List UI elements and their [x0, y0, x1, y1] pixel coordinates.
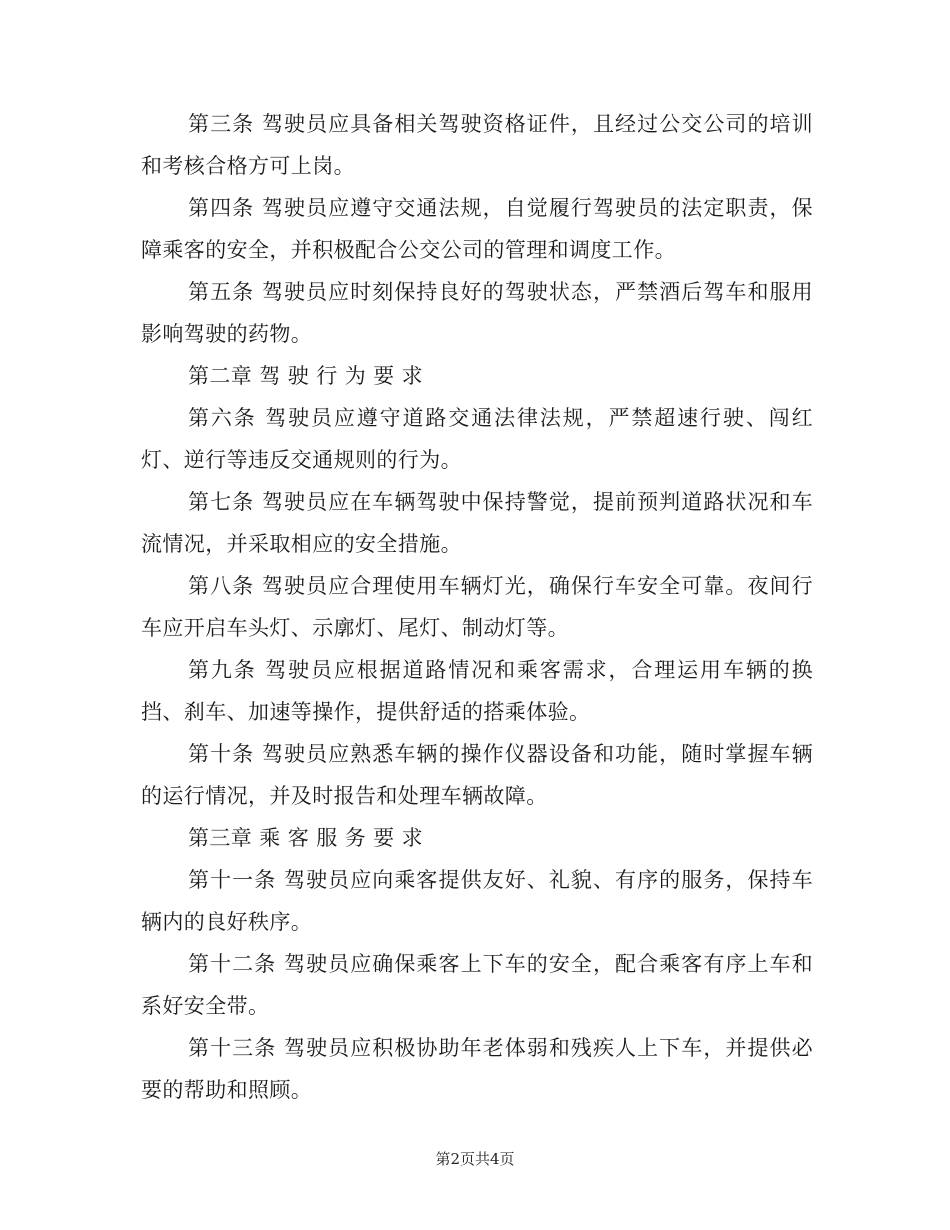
article-12: 第十二条 驾驶员应确保乘客上下车的安全，配合乘客有序上车和系好安全带。	[141, 952, 813, 1018]
page-number: 第2页共4页	[435, 1150, 515, 1168]
article-8: 第八条 驾驶员应合理使用车辆灯光，确保行车安全可靠。夜间行车应开启车头灯、示廓灯、尾灯、制动灯等。	[141, 574, 813, 640]
chapter-2-heading: 第二章 驾 驶 行 为 要 求	[188, 364, 424, 388]
article-3: 第三条 驾驶员应具备相关驾驶资格证件，且经过公交公司的培训和考核合格方可上岗。	[141, 112, 813, 178]
article-11: 第十一条 驾驶员应向乘客提供友好、礼貌、有序的服务，保持车辆内的良好秩序。	[141, 868, 813, 934]
article-5: 第五条 驾驶员应时刻保持良好的驾驶状态，严禁酒后驾车和服用影响驾驶的药物。	[141, 280, 813, 346]
chapter-3-heading: 第三章 乘 客 服 务 要 求	[188, 826, 424, 850]
article-4: 第四条 驾驶员应遵守交通法规，自觉履行驾驶员的法定职责，保障乘客的安全，并积极配合公交公司的管理和调度工作。	[141, 196, 813, 262]
article-13: 第十三条 驾驶员应积极协助年老体弱和残疾人上下车，并提供必要的帮助和照顾。	[141, 1036, 813, 1102]
document-body	[141, 103, 813, 1111]
article-7: 第七条 驾驶员应在车辆驾驶中保持警觉，提前预判道路状况和车流情况，并采取相应的安全措施。	[141, 490, 813, 556]
article-9: 第九条 驾驶员应根据道路情况和乘客需求，合理运用车辆的换挡、刹车、加速等操作，提供舒适的搭乘体验。	[141, 658, 813, 724]
article-6: 第六条 驾驶员应遵守道路交通法律法规，严禁超速行驶、闯红灯、逆行等违反交通规则的行为。	[141, 406, 813, 472]
article-10: 第十条 驾驶员应熟悉车辆的操作仪器设备和功能，随时掌握车辆的运行情况，并及时报告和处理车辆故障。	[141, 742, 813, 808]
